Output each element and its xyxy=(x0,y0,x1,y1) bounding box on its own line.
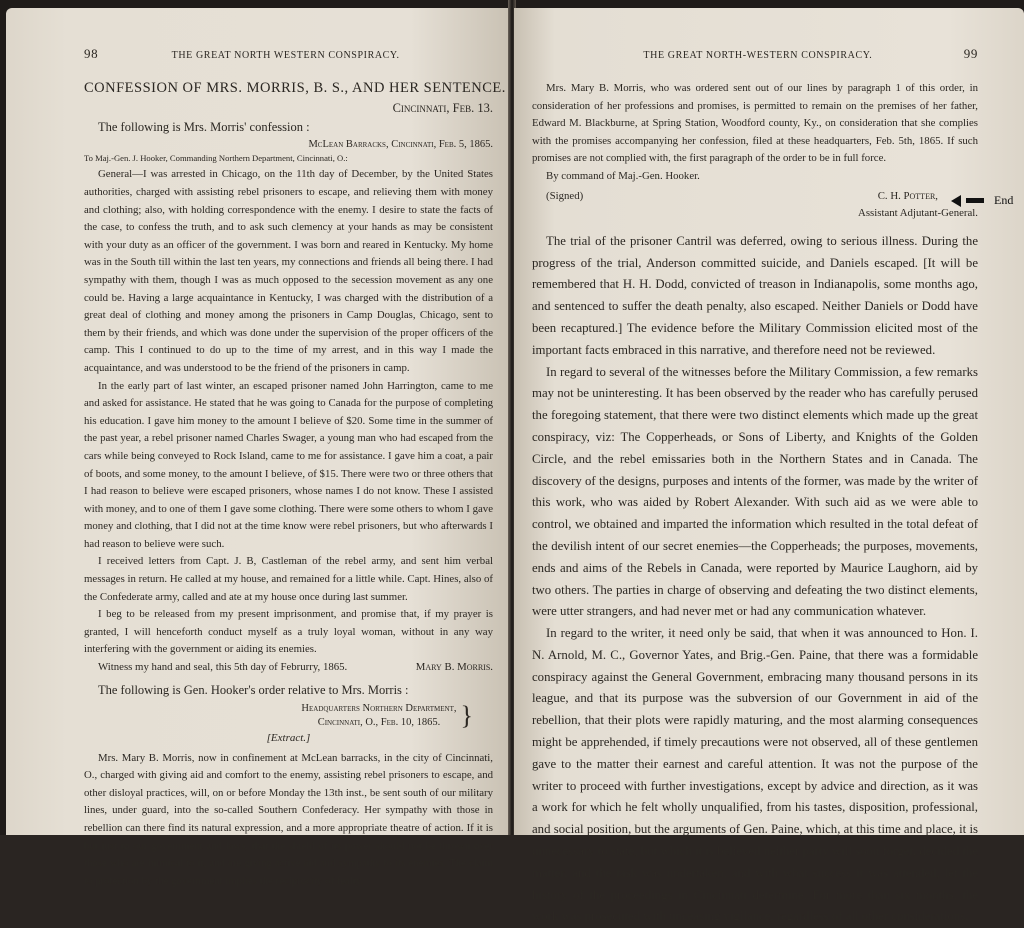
order-continuation: Mrs. Mary B. Morris, who was ordered sent out of our lines by paragraph 1 of this order, in consideration of her professions and promises, is permitted to remain on the premises of her father, Edward M. Blackburne, at Spring Station, Woodford county, Ky., on consideration that she complies with the promises accompanying her confession, filed at these headquarters, Feb. 5th, 1865. If such promises are not complied with, the first paragraph of the order to be in full force. xyxy=(532,82,978,165)
confession-paragraph: I received letters from Capt. J. B, Castleman of the rebel army, and sent him verbal messages in return. He called at my house, and remained for a little while. Capt. Hines, also of the Confederate army, called and ate at my house once during last summer. xyxy=(84,555,493,603)
end-label: End xyxy=(994,193,1014,207)
brace-mark: } xyxy=(460,700,473,730)
confession-paragraph: In the early part of last winter, an escaped prisoner named John Harrington, came to me and asked for assistance. He stated that he was going to Canada for the purpose of completing his education. I gave him money to the amount I believe of $20. Some time in the summer of the past year, a rebel prisoner named Charles Swager, a young man who had escaped from the cars while being conveyed to Rock Island, came to me for assistance. I gave him a coat, a pair of boots, and some money, to the amount I believe, of $15. There were two or three others that I had reason to believe were escaped prisoners, whose names I do not know. These I assisted with money, and to one of them I gave some clothing. There were some others to whom I gave money and clothing, that I did not at the time know were rebel prisoners, but who afterwards I had reason to believe were such. xyxy=(84,379,493,550)
by-command: By command of Maj.-Gen. Hooker. xyxy=(546,169,700,182)
dateline: Cincinnati, Feb. 13. xyxy=(392,101,493,115)
letter-place: McLean Barracks, Cincinnati, Feb. 5, 1865. xyxy=(308,139,493,150)
order-text: Mrs. Mary B. Morris, now in confinement at McLean barracks, in the city of Cincinnati, O., charged with giving aid and comfort to the enemy, assisting rebel prisoners to escape, and other disloyal practices, will, on or before Monday the 13th inst., be sent south of our military lines, under guard, into the so-called Southern Confederacy. Her sympathy with those in rebellion can there find its natural expression, and a more appropriate theatre of action. If it is but just to our government and laws, that the shield of its power should not be thrown over those who are inimical to it, and are giving active aid and sympathy to its enemies. The claim to protection by the government implies the reciprocity of fealty. xyxy=(84,751,493,887)
arrow-left-icon xyxy=(951,195,961,207)
narrative-paragraph: In regard to several of the witnesses before the Military Commission, a few remarks may not be uninteresting. It has been observed by the reader who has carefully perused the foregoing statement, that there were two distinct elements which made up the great conspiracy, viz: The Copperheads, or Sons of Liberty, and Knights of the Golden Circle, and the rebel emissaries both in the Northern States and in Canada. The discovery of the designs, purposes and intents of the former, was made by the writer of this work, who was aided by Robert Alexander. With such aid as we were able to control, we obtained and imparted the information which resulted in the total defeat of the devilish intent of our secret enemies—the Copperheads; the purposes, movements, ends and aims of the Rebels in Canada, were reported by Maurice Laughorn, aid by two others. The parties in charge of observing and defeating the two distinct elements, were utter strangers, and had never met or had any communication whatever. xyxy=(532,364,978,619)
left-page xyxy=(6,8,511,887)
witness-line xyxy=(84,659,493,677)
witness-text: Witness my hand and seal, this 5th day of Februrry, 1865. xyxy=(98,661,348,674)
left-running-title: THE GREAT NORTH WESTERN CONSPIRACY. xyxy=(171,50,400,61)
right-running-head xyxy=(532,46,978,62)
officer-name: C. H. Potter, xyxy=(877,189,938,202)
extract-label: [Extract.] xyxy=(266,731,311,744)
section-heading: CONFESSION OF MRS. MORRIS, B. S., AND HER SENTENCE. xyxy=(84,80,506,96)
order-intro: The following is Gen. Hooker's order relative to Mrs. Morris : xyxy=(98,682,409,697)
narrative-paragraph: In regard to the writer, it need only be said, that when it was announced to Hon. I. N. Arnold, M. C., Governor Yates, and Brig.-Gen. Paine, that there was a formidable conspiracy against the General Government, embracing many thousand persons in its league, and that its purpose was the subversion of our Government in aid of the rebellion, that their plots were rapidly maturing, and the most alarming consequences might be apprehended, if timely precautions were not observed, all of these gentlemen gave to the matter their earnest and careful attention. It was not the purpose of the writer to proceed with further investigations, except by advice and direction, as it was a work for which he felt wholly unqualified, from his tastes, disposition, professional, and social position, but the arguments of Gen. Paine, which, at this time and place, it is unnecessary to state, but which it is believed neither party will soon forget, decided the matter, and the task was undertaken, and with what success it was attended, let the history of the proceedings in Cincinnati determine. For more than six months, the work was prosecuted with unceasing vigilance, regardless of all other considerations, xyxy=(532,626,978,924)
narrative-paragraph: The trial of the prisoner Cantril was deferred, owing to serious illness. During the progress of the trial, Anderson committed suicide, and Daniels escaped. [It will be remembered that H. H. Dodd, convicted of treason in Indianapolis, some months ago, and sentenced to suffer the death penalty, also escaped. Neither Daniels or Dodd have been recaptured.] The evidence before the Military Commission elicited most of the important facts embraced in this narrative, and therefore need not be reviewed. xyxy=(532,233,978,357)
signature: Mary B. Morris. xyxy=(415,661,493,674)
right-page-number: 99 xyxy=(963,46,978,61)
left-page-number: 98 xyxy=(84,46,99,61)
arrow-shaft xyxy=(966,198,984,203)
end-marker xyxy=(951,193,1013,208)
left-running-head xyxy=(84,46,493,62)
right-running-title: THE GREAT NORTH-WESTERN CONSPIRACY. xyxy=(643,50,873,61)
hq-line-2: Cincinnati, O., Feb. 10, 1865. xyxy=(317,716,441,728)
hq-line-1: Headquarters Northern Department, xyxy=(301,702,457,714)
headquarters-block xyxy=(84,702,473,730)
signed-row xyxy=(532,188,978,206)
right-page xyxy=(514,8,1024,924)
signed-label: (Signed) xyxy=(546,189,584,202)
confession-intro: The following is Mrs. Morris' confession : xyxy=(98,120,310,134)
officer-title: Assistant Adjutant-General. xyxy=(858,207,978,220)
confession-paragraph: General—I was arrested in Chicago, on the 11th day of December, by the United States authorities, charged with assisting rebel prisoners to escape, and relieving them with money and clothing; also, with holding correspondence with the enemy. I desire to state the facts of the case, to confess the truth, and to ask such clemency at your hands as may be consistent with your duty as an officer of the government. I was born and reared in Kentucky. My home was in the South till within the last ten years, my connections and friends all being there. I had sympathy with them, though I was as much opposed to the secession movement as any one could be. Having a large acquaintance in Kentucky, I was charged with the distribution of a great deal of clothing and money among the prisoners in Camp Douglas, Chicago, sent to them by their friends, and which was done under the supervision of the proper officers of the camp. This I continued to do up to the time of my arrest, and in this way I made the acquaintance, and was understood to be the friend of the prisoners in camp. xyxy=(84,168,493,374)
addressee: To Maj.-Gen. J. Hooker, Commanding Northern Department, Cincinnati, O.: xyxy=(84,153,348,163)
confession-paragraph: I beg to be released from my present imprisonment, and promise that, if my prayer is granted, I will henceforth conduct myself as a truly loyal woman, without in any way interfering with the government or aiding its enemies. xyxy=(84,608,493,656)
